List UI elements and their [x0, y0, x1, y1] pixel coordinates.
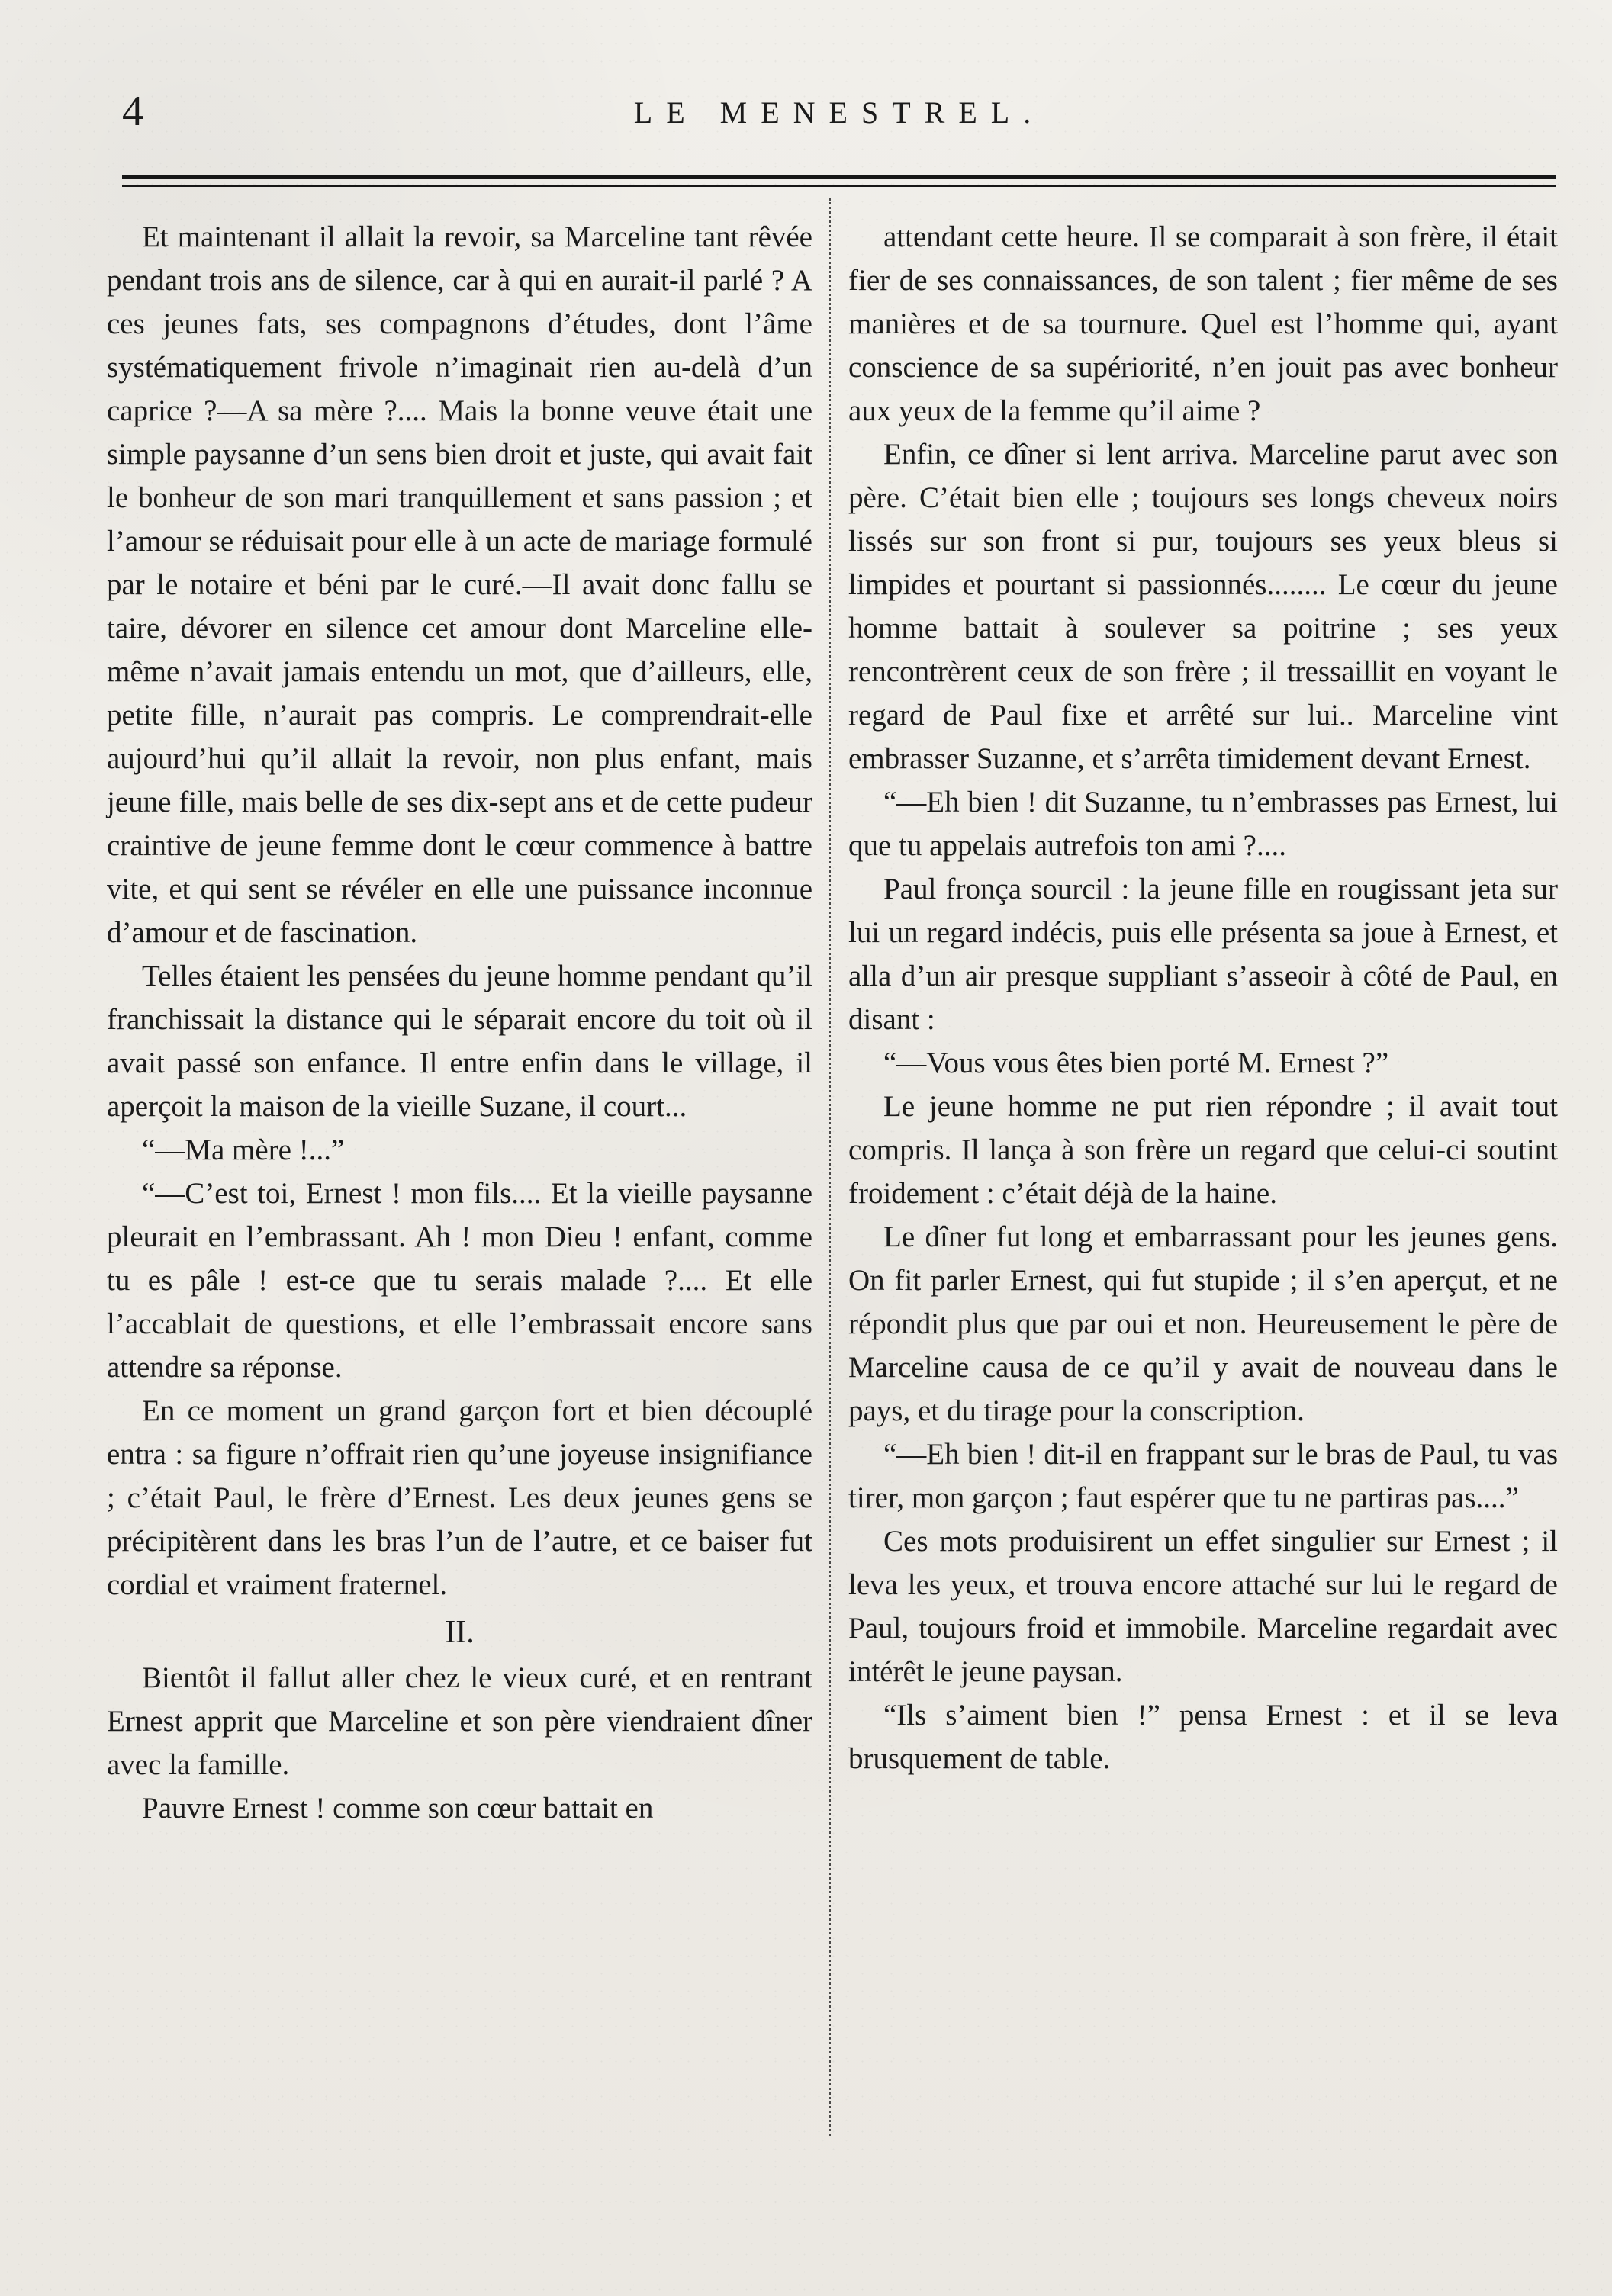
right-paragraph-1: attendant cette heure. Il se comparait à son frère, il était fier de ses connaissances, de son talent ; fier même de ses manières et de sa tournure. Quel est l’homme qui, ayant conscience de sa supériorité, n’en jouit pas avec bonheur aux yeux de la femme qu’il aime ? — [848, 220, 1558, 427]
page-number: 4 — [122, 88, 143, 135]
left-paragraph-2: Telles étaient les pensées du jeune homme pendant qu’il franchissait la distance qui le séparait encore du toit où il avait passé son enfance. Il entre enfin dans le village, il aperçoit la maison de la vieille Suzane, il court... — [107, 960, 812, 1123]
left-paragraph-3: “—Ma mère !...” — [142, 1134, 345, 1166]
right-paragraph-10: “Ils s’aiment bien !” pensa Ernest : et il se leva brusquement de table. — [848, 1699, 1558, 1775]
right-paragraph-7: Le dîner fut long et embarrassant pour les jeunes gens. On fit parler Ernest, qui fut stupide ; il s’en aperçut, et ne répondit plus que par oui et non. Heureusement le père de Marceline causa de ce qu’il y avait de nouveau dans le pays, et du tirage pour la conscription. — [848, 1220, 1558, 1427]
right-paragraph-4: Paul fronça sourcil : la jeune fille en rougissant jeta sur lui un regard indécis, puis elle présenta sa joue à Ernest, et alla d’un air presque suppliant s’asseoir à côté de Paul, en disant : — [848, 873, 1558, 1036]
page-header — [122, 90, 1556, 136]
right-paragraph-8: “—Eh bien ! dit-il en frappant sur le bras de Paul, tu vas tirer, mon garçon ; faut espérer que tu ne partiras pas....” — [848, 1438, 1558, 1514]
right-paragraph-6: Le jeune homme ne put rien répondre ; il avait tout compris. Il lança à son frère un regard que celui-ci soutint froidement : c’était déjà de la haine. — [848, 1090, 1558, 1210]
right-paragraph-2: Enfin, ce dîner si lent arriva. Marceline parut avec son père. C’était bien elle ; toujours ses longs cheveux noirs lissés sur son front si pur, toujours ses yeux bleus si limpides et pourtant si passionnés........ Le cœur du jeune homme battait à soulever sa poitrine ; ses yeux rencontrèrent ceux de son frère ; il tressaillit en voyant le regard de Paul fixe et arrêté sur lui.. Marceline vint embrasser Suzanne, et s’arrêta timidement devant Ernest. — [848, 438, 1558, 775]
left-paragraph-5: En ce moment un grand garçon fort et bien découplé entra : sa figure n’offrait rien qu’une joyeuse insignifiance ; c’était Paul, le frère d’Ernest. Les deux jeunes gens se précipitèrent dans les bras l’un de l’autre, et ce baiser fut cordial et vraiment fraternel. — [107, 1394, 812, 1601]
left-paragraph-7: Pauvre Ernest ! comme son cœur battait en — [142, 1792, 654, 1825]
right-paragraph-5: “—Vous vous êtes bien porté M. Ernest ?” — [883, 1047, 1389, 1079]
column-divider — [829, 198, 838, 2136]
header-rule-thick — [122, 175, 1556, 179]
section-heading: II. — [445, 1615, 475, 1650]
left-column — [107, 215, 812, 1830]
right-paragraph-9: Ces mots produisirent un effet singulier sur Ernest ; il leva les yeux, et trouva encore attaché sur lui le regard de Paul, toujours froid et immobile. Marceline regardait avec intérêt le jeune paysan. — [848, 1525, 1558, 1688]
header-rule-thin — [122, 185, 1556, 187]
left-paragraph-4: “—C’est toi, Ernest ! mon fils.... Et la vieille paysanne pleurait en l’embrassant. Ah ! mon Dieu ! enfant, comme tu es pâle ! est-ce que tu serais malade ?.... Et elle l’accablait de questions, et elle l’embrassait encore sans attendre sa réponse. — [107, 1177, 812, 1384]
right-column — [848, 215, 1558, 1780]
left-paragraph-6: Bientôt il fallut aller chez le vieux curé, et en rentrant Ernest apprit que Marceline et son père viendraient dîner avec la famille. — [107, 1661, 812, 1781]
journal-title: LE MENESTREL. — [633, 95, 1045, 130]
right-paragraph-3: “—Eh bien ! dit Suzanne, tu n’embrasses pas Ernest, lui que tu appelais autrefois ton ami ?.... — [848, 786, 1558, 862]
left-paragraph-1: Et maintenant il allait la revoir, sa Marceline tant rêvée pendant trois ans de silence, car à qui en aurait-il parlé ? A ces jeunes fats, ses compagnons d’études, dont l’âme systématiquement frivole n’imaginait rien au-delà d’un caprice ?—A sa mère ?.... Mais la bonne veuve était une simple paysanne d’un sens bien droit et juste, qui avait fait le bonheur de son mari tranquillement et sans passion ; et l’amour se réduisait pour elle à un acte de mariage formulé par le notaire et béni par le curé.—Il avait donc fallu se taire, dévorer en silence cet amour dont Marceline elle-même n’avait jamais entendu un mot, que d’ailleurs, elle, petite fille, n’aurait pas compris. Le comprendrait-elle aujourd’hui qu’il allait la revoir, non plus enfant, mais jeune fille, mais belle de ses dix-sept ans et de cette pudeur craintive de jeune femme dont le cœur commence à battre vite, et qui sent se révéler en elle une puissance inconnue d’amour et de fascination. — [107, 220, 812, 949]
